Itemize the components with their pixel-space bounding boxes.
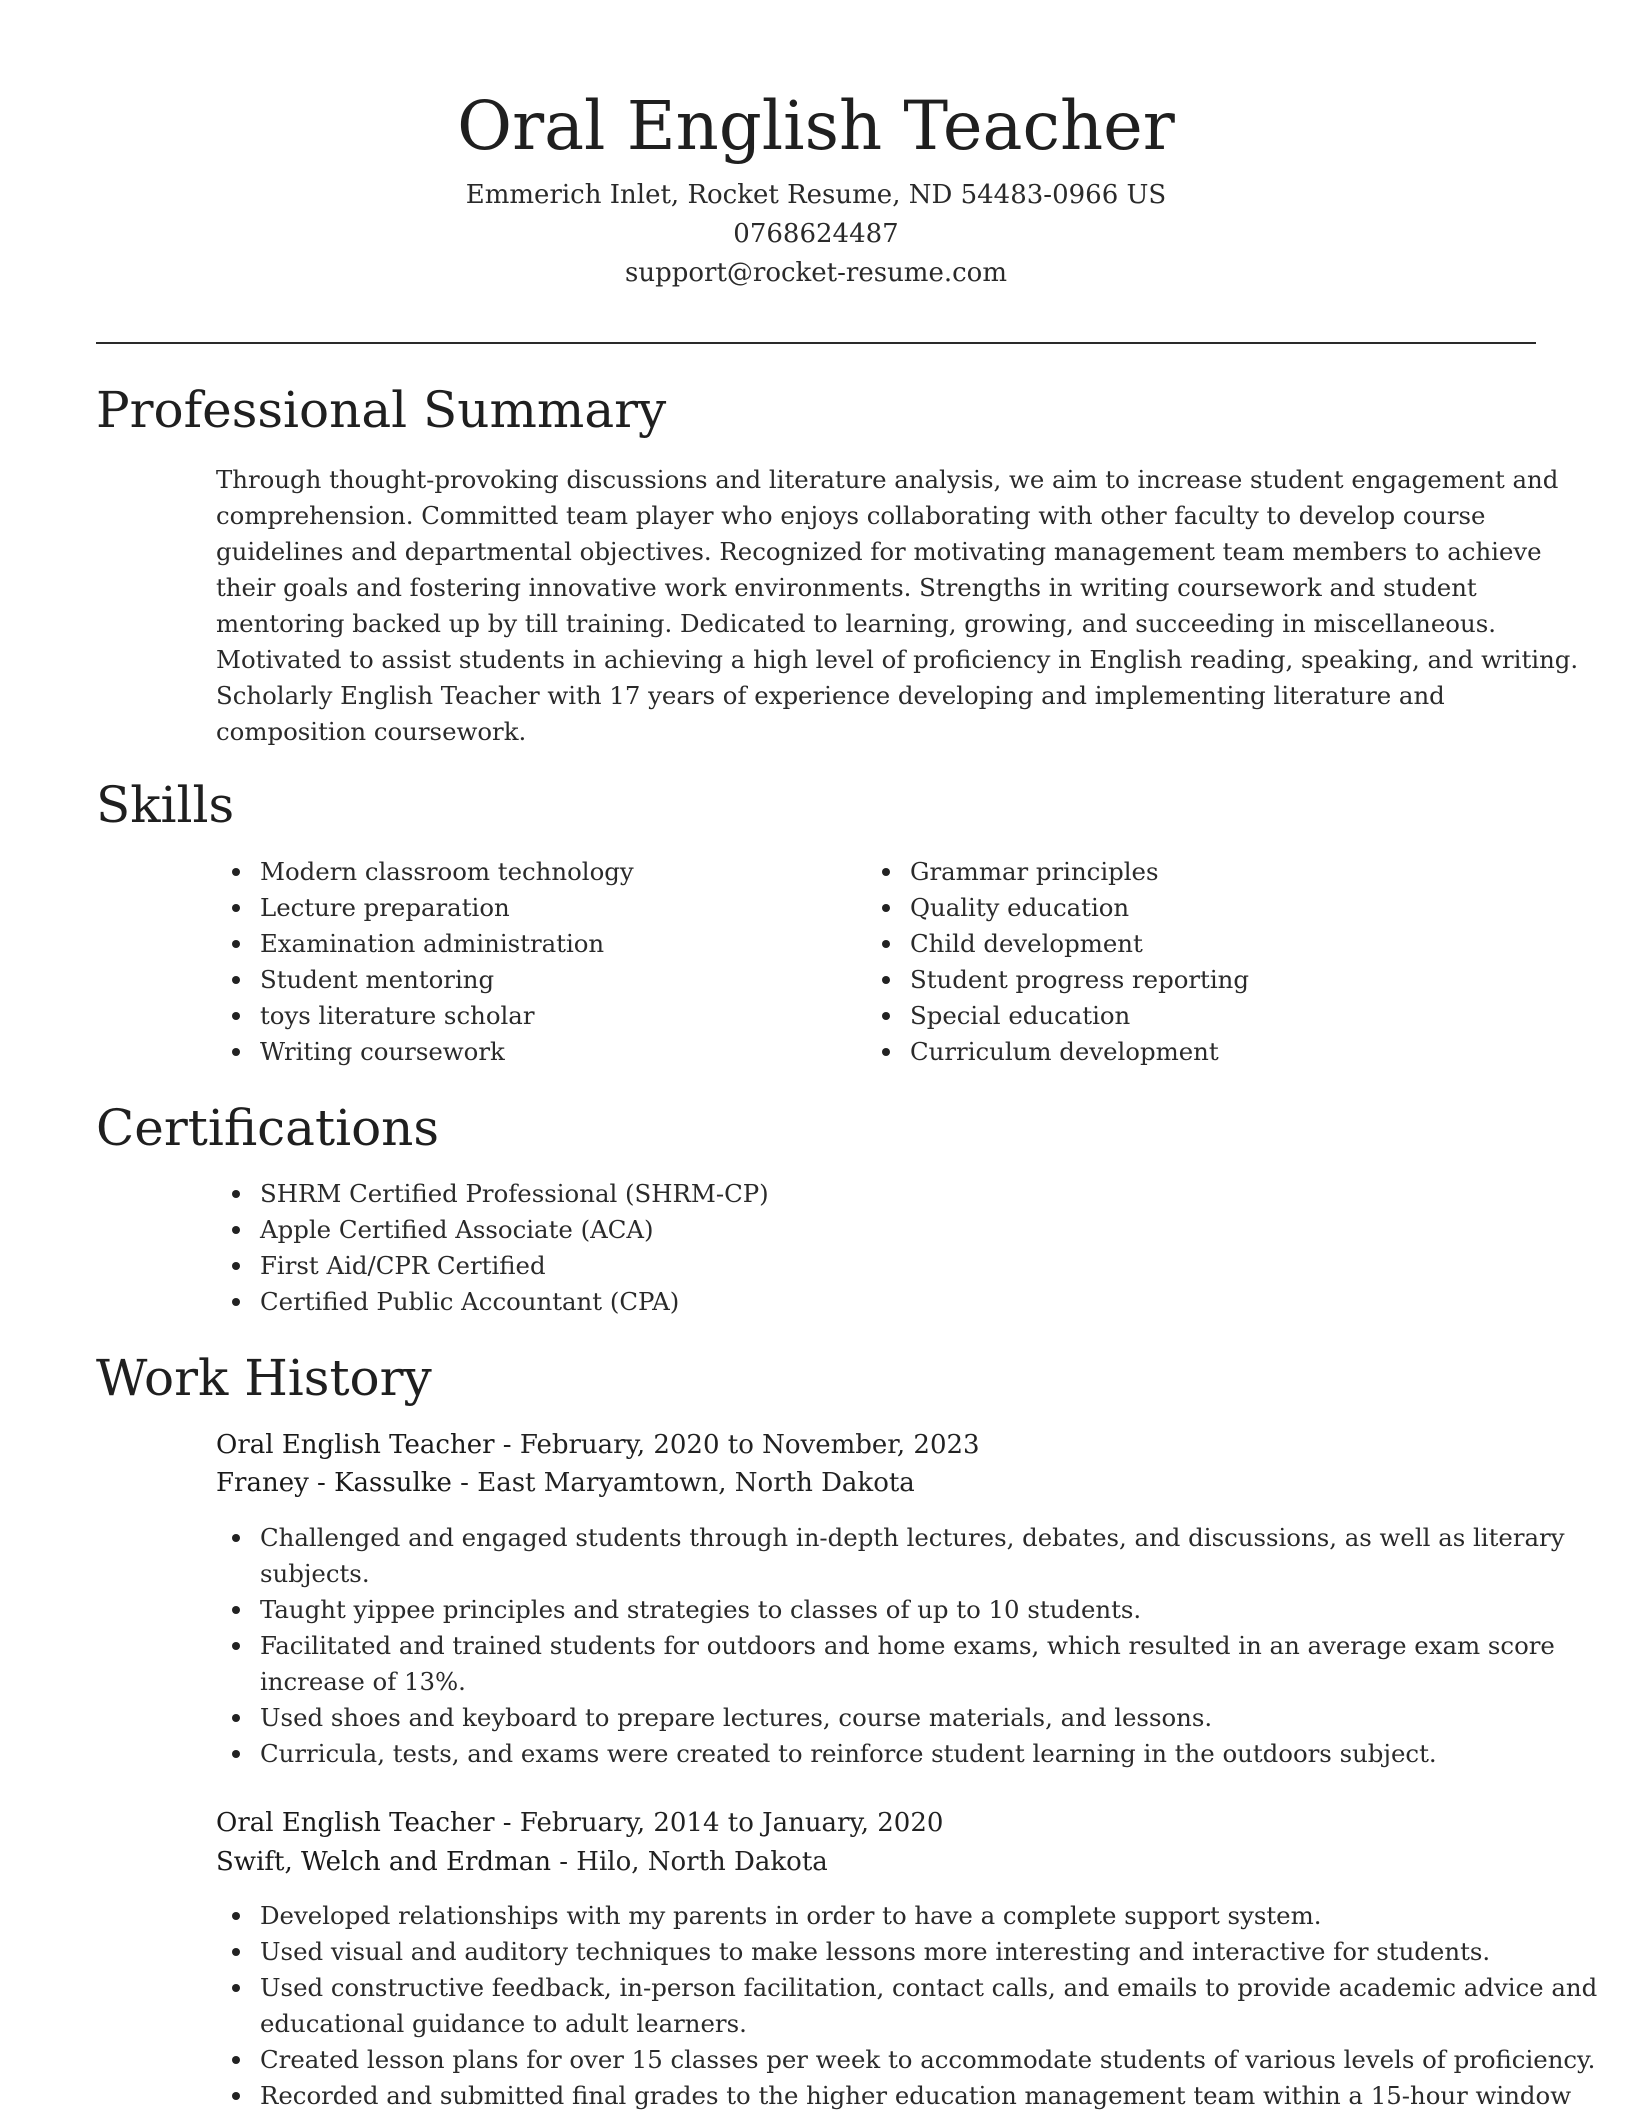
job-location: - East Maryamtown, North Dakota <box>451 1468 915 1498</box>
section-title-certifications: Certifications <box>96 1099 440 1157</box>
skill-item: Lecture preparation <box>260 890 860 926</box>
job-bullets <box>216 1520 1580 1772</box>
job-company: Franey - Kassulke <box>216 1468 452 1498</box>
job-company-line <box>216 1843 828 1881</box>
skill-item: Writing coursework <box>260 1034 860 1070</box>
section-title-work-history: Work History <box>96 1349 432 1407</box>
job-bullet: Used constructive feedback, in-person facilitation, contact calls, and emails to provide academic advice and educational guidance to adult learners. <box>260 1970 1580 2042</box>
summary-line: mentoring backed up by till training. Dedicated to learning, growing, and succeeding in miscellaneous. <box>216 609 1496 638</box>
certification-item: SHRM Certified Professional (SHRM-CP) <box>260 1176 1580 1212</box>
skill-item: Curriculum development <box>910 1034 1510 1070</box>
resume-header <box>96 84 1536 293</box>
job-company-line <box>216 1464 915 1502</box>
skill-item: Examination administration <box>260 926 860 962</box>
job-bullet: Used visual and auditory techniques to make lessons more interesting and interactive for students. <box>260 1934 1580 1970</box>
job-bullet: Used shoes and keyboard to prepare lectures, course materials, and lessons. <box>260 1700 1580 1736</box>
skill-item: Student progress reporting <box>910 962 1510 998</box>
skill-item: Quality education <box>910 890 1510 926</box>
skill-item: Grammar principles <box>910 854 1510 890</box>
skill-item: Child development <box>910 926 1510 962</box>
skill-item: Modern classroom technology <box>260 854 860 890</box>
summary-text <box>216 462 1579 750</box>
job-bullet: Created lesson plans for over 15 classes per week to accommodate students of various levels of proficiency. <box>260 2042 1580 2078</box>
job-bullet: Facilitated and trained students for outdoors and home exams, which resulted in an average exam score increase of 13%. <box>260 1628 1580 1700</box>
job-bullet: Challenged and engaged students through in-depth lectures, debates, and discussions, as well as literary subjects. <box>260 1520 1580 1592</box>
summary-line: Motivated to assist students in achieving a high level of proficiency in English reading, speaking, and writing. <box>216 645 1579 674</box>
skill-item: Student mentoring <box>260 962 860 998</box>
summary-line: Through thought-provoking discussions and literature analysis, we aim to increase student engagement and <box>216 465 1559 494</box>
candidate-title: Oral English Teacher <box>457 87 1175 165</box>
skill-item: Special education <box>910 998 1510 1034</box>
job-role: Oral English Teacher <box>216 1808 495 1838</box>
section-title-skills: Skills <box>96 776 235 834</box>
summary-line: comprehension. Committed team player who enjoys collaborating with other faculty to develop course <box>216 501 1486 530</box>
contact-block <box>96 176 1536 293</box>
job-company: Swift, Welch and Erdman <box>216 1847 551 1877</box>
skills-list-right <box>866 854 1510 1070</box>
section-title-summary: Professional Summary <box>96 381 667 439</box>
job-title-line <box>216 1426 980 1464</box>
certification-item: Certified Public Accountant (CPA) <box>260 1284 1580 1320</box>
summary-line: guidelines and departmental objectives. Recognized for motivating management team members to achieve <box>216 537 1542 566</box>
job-bullets <box>216 1898 1598 2114</box>
job-bullet: Developed relationships with my parents in order to have a complete support system. <box>260 1898 1580 1934</box>
job-dates: - February, 2014 to January, 2020 <box>494 1808 944 1838</box>
header-divider <box>96 342 1536 344</box>
summary-line: their goals and fostering innovative work environments. Strengths in writing coursework and student <box>216 573 1477 602</box>
job-role: Oral English Teacher <box>216 1430 495 1460</box>
contact-address: Emmerich Inlet, Rocket Resume, ND 54483-0966 US <box>465 180 1167 210</box>
job-title-line <box>216 1804 943 1842</box>
job-dates: - February, 2020 to November, 2023 <box>494 1430 980 1460</box>
job-bullet: Recorded and submitted final grades to the higher education management team within a 15-hour window <box>260 2078 1580 2114</box>
job-location: - Hilo, North Dakota <box>550 1847 828 1877</box>
summary-line: composition coursework. <box>216 717 527 746</box>
skill-item: toys literature scholar <box>260 998 860 1034</box>
contact-phone: 0768624487 <box>733 219 899 249</box>
job-bullet: Taught yippee principles and strategies to classes of up to 10 students. <box>260 1592 1580 1628</box>
job-bullet: Curricula, tests, and exams were created to reinforce student learning in the outdoors subject. <box>260 1736 1580 1772</box>
summary-line: Scholarly English Teacher with 17 years of experience developing and implementing literature and <box>216 681 1445 710</box>
certification-item: First Aid/CPR Certified <box>260 1248 1580 1284</box>
certifications-list <box>216 1176 1580 1320</box>
skills-list-left <box>216 854 860 1070</box>
certification-item: Apple Certified Associate (ACA) <box>260 1212 1580 1248</box>
contact-email: support@rocket-resume.com <box>624 258 1007 288</box>
